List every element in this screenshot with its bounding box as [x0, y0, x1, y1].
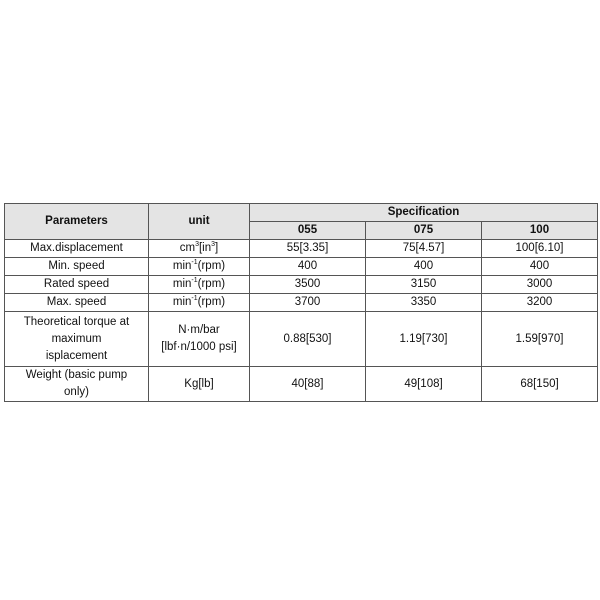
- unit-sup: -1: [191, 277, 198, 285]
- table-row: [5, 276, 598, 294]
- value-cell: 40[88]: [250, 367, 366, 402]
- table-row: [5, 258, 598, 276]
- param-theoretical-torque: [5, 312, 149, 367]
- unit-min-speed: [149, 258, 250, 276]
- unit-text: ]: [215, 242, 219, 254]
- value-cell: 49[108]: [366, 367, 482, 402]
- value-cell: 400: [366, 258, 482, 276]
- header-model-100: 100: [482, 222, 598, 240]
- param-min-speed: Min. speed: [5, 258, 149, 276]
- unit-text: cm: [179, 242, 196, 254]
- unit-text: min: [172, 296, 192, 308]
- unit-text: (rpm): [197, 278, 226, 290]
- header-unit: unit: [149, 204, 250, 240]
- value-cell: 400: [482, 258, 598, 276]
- value-cell: 3500: [250, 276, 366, 294]
- param-rated-speed: Rated speed: [5, 276, 149, 294]
- table-row: [5, 240, 598, 258]
- param-max-speed: Max. speed: [5, 294, 149, 312]
- unit-sup: 3: [195, 241, 199, 249]
- value-cell: 3350: [366, 294, 482, 312]
- unit-sup: 3: [211, 241, 216, 249]
- value-cell: 0.88[530]: [250, 312, 366, 367]
- unit-line: [lbf·n/1000 psi]: [161, 341, 237, 353]
- value-cell: 3200: [482, 294, 598, 312]
- header-specification: Specification: [250, 204, 598, 222]
- value-cell: 100[6.10]: [482, 240, 598, 258]
- unit-rated-speed: [149, 276, 250, 294]
- unit-max-displacement: [149, 240, 250, 258]
- table-row: [5, 312, 598, 367]
- unit-sup: -1: [191, 295, 198, 303]
- unit-weight: Kg[lb]: [149, 367, 250, 402]
- unit-line: N·m/bar: [178, 324, 220, 336]
- value-cell: 3700: [250, 294, 366, 312]
- unit-sup: -1: [191, 259, 198, 267]
- value-cell: 68[150]: [482, 367, 598, 402]
- param-line: Theoretical torque at: [23, 315, 130, 328]
- param-line: isplacement: [45, 349, 108, 362]
- unit-text: (rpm): [197, 296, 226, 308]
- header-row: [5, 204, 598, 222]
- value-cell: 400: [250, 258, 366, 276]
- param-line: maximum: [51, 332, 102, 345]
- value-cell: 1.59[970]: [482, 312, 598, 367]
- header-model-055: 055: [250, 222, 366, 240]
- unit-max-speed: [149, 294, 250, 312]
- value-cell: 3000: [482, 276, 598, 294]
- table-row: [5, 294, 598, 312]
- unit-text: (rpm): [197, 260, 226, 272]
- table-row: [5, 367, 598, 402]
- unit-text: min: [172, 260, 192, 272]
- param-line: only): [64, 386, 89, 398]
- header-parameters: Parameters: [5, 204, 149, 240]
- unit-text: [in: [198, 242, 212, 254]
- param-weight: [5, 367, 149, 402]
- value-cell: 3150: [366, 276, 482, 294]
- unit-text: min: [172, 278, 192, 290]
- param-max-displacement: Max.displacement: [5, 240, 149, 258]
- value-cell: 1.19[730]: [366, 312, 482, 367]
- param-line: Weight (basic pump: [25, 369, 128, 381]
- value-cell: 75[4.57]: [366, 240, 482, 258]
- specification-table: [4, 203, 598, 402]
- value-cell: 55[3.35]: [250, 240, 366, 258]
- unit-theoretical-torque: [149, 312, 250, 367]
- header-model-075: 075: [366, 222, 482, 240]
